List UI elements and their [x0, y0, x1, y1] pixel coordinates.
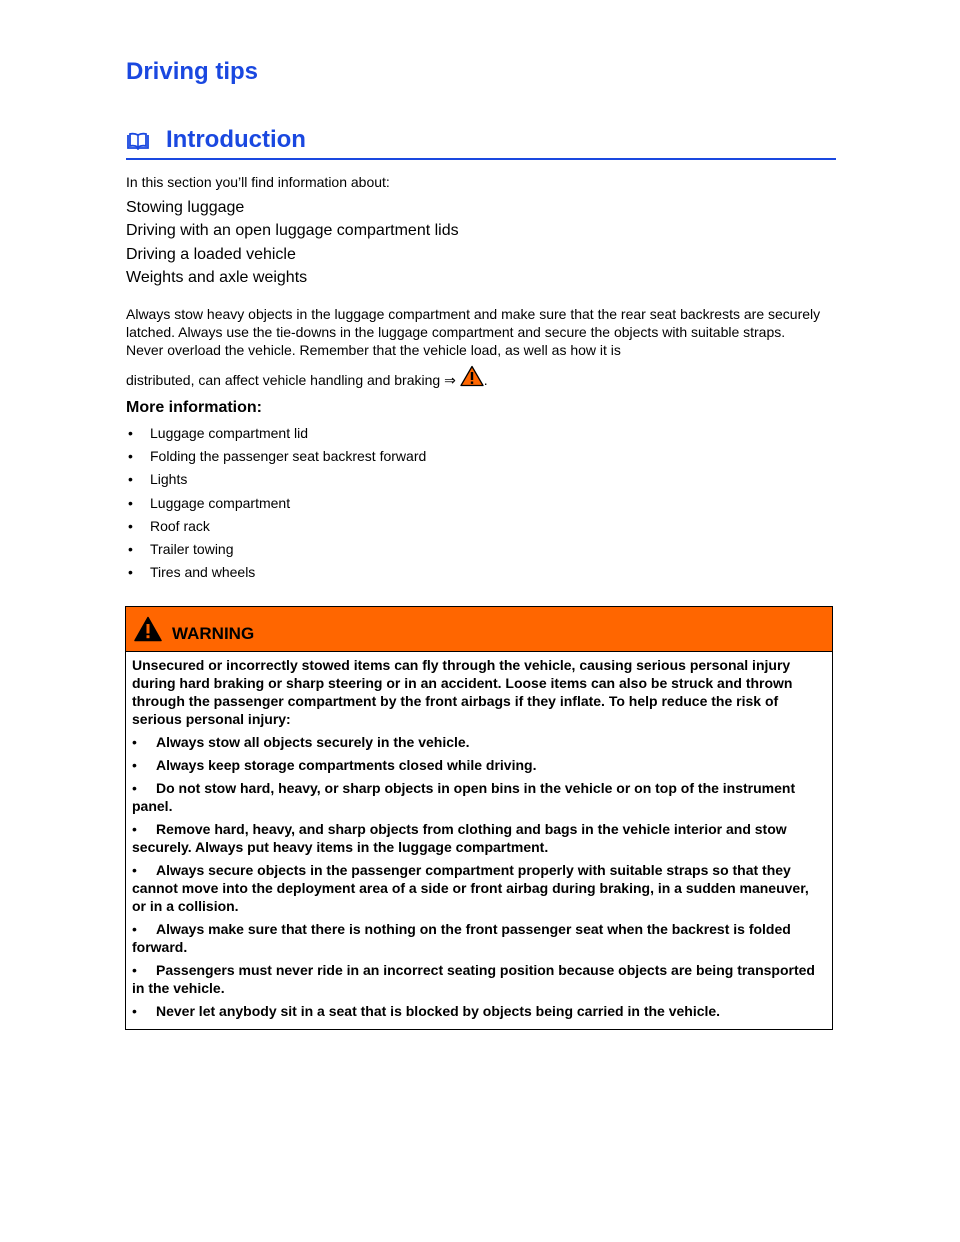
section-title: Introduction [166, 126, 306, 153]
body-last-line [126, 365, 826, 389]
more-info-link[interactable]: • Folding the passenger seat backrest forward [126, 445, 426, 468]
warning-bullet-text: Always make sure that there is nothing on the front passenger seat when the backrest is folded forward. [132, 921, 791, 955]
body-text: Always stow heavy objects in the luggage compartment and make sure that the rear seat backrests are securely latched. Always use the tie-downs in the luggage compartment and secure the objects with suitable straps. Never overload the vehicle. Remember that the vehicle load, as well as how it is [126, 306, 821, 358]
more-info-link[interactable]: • Luggage compartment [126, 492, 426, 515]
warning-bullet-text: Never let anybody sit in a seat that is blocked by objects being carried in the vehicle. [156, 1003, 721, 1019]
body-last-line-end: . [483, 372, 488, 388]
warning-bullet-list [132, 733, 824, 1020]
warning-intro: Unsecured or incorrectly stowed items can fly through the vehicle, causing serious personal injury during hard braking or sharp steering or in an accident. Loose items can also be struck and thrown through the passenger compartment by the front airbags if they inflate. To help reduce the risk of serious personal injury: [132, 657, 793, 727]
more-info-link[interactable]: • Lights [126, 468, 426, 491]
warning-header [126, 607, 832, 652]
warning-bullet-text: Do not stow hard, heavy, or sharp objects in open bins in the vehicle or on top of the instrument panel. [132, 780, 796, 814]
more-info-heading: More information: [126, 399, 262, 416]
topic-list [126, 196, 459, 289]
warning-triangle-icon [134, 616, 162, 642]
more-info-link[interactable]: • Luggage compartment lid [126, 422, 426, 445]
warning-bullet-text: Remove hard, heavy, and sharp objects from clothing and bags in the vehicle interior and stow securely. Always put heavy items in the luggage compartment. [132, 821, 787, 855]
warning-bullet: • Do not stow hard, heavy, or sharp objects in open bins in the vehicle or on top of the instrument panel. [132, 780, 796, 814]
topic-item: Driving a loaded vehicle [126, 245, 296, 263]
warning-bullet: • Never let anybody sit in a seat that is blocked by objects being carried in the vehicle. [132, 1003, 721, 1019]
body-paragraph [126, 305, 826, 389]
warning-triangle-icon[interactable] [460, 365, 484, 387]
warning-bullet: • Always make sure that there is nothing on the front passenger seat when the backrest is folded forward. [132, 921, 791, 955]
book-icon [126, 132, 150, 150]
warning-bullet: • Always keep storage compartments closed while driving. [132, 757, 537, 773]
more-info-list [126, 422, 426, 584]
warning-box [125, 606, 833, 1030]
warning-body [126, 652, 832, 1029]
warning-bullet-text: Always secure objects in the passenger compartment properly with suitable straps so that they cannot move into the deployment area of a side or front airbag during braking, in a sudden maneuver, or in a collision. [132, 862, 809, 914]
topic-item: Weights and axle weights [126, 268, 308, 286]
topic-item: Driving with an open luggage compartment lids [126, 222, 459, 240]
warning-bullet-text: Always stow all objects securely in the vehicle. [156, 734, 470, 750]
more-info-link[interactable]: • Tires and wheels [126, 561, 426, 584]
warning-bullet-text: Passengers must never ride in an incorrect seating position because objects are being transported in the vehicle. [132, 962, 815, 996]
warning-bullet: • Always stow all objects securely in the vehicle. [132, 734, 470, 750]
warning-bullet: • Remove hard, heavy, and sharp objects from clothing and bags in the vehicle interior and stow securely. Always put heavy items in the luggage compartment. [132, 821, 787, 855]
more-info-link[interactable]: • Trailer towing [126, 538, 426, 561]
warning-bullet: • Always secure objects in the passenger compartment properly with suitable straps so that they cannot move into the deployment area of a side or front airbag during braking, in a sudden maneuver, or in a collision. [132, 862, 809, 914]
warning-bullet-text: Always keep storage compartments closed while driving. [156, 757, 537, 773]
intro-lead: In this section you’ll find information about: [126, 174, 390, 190]
warning-bullet: • Passengers must never ride in an incorrect seating position because objects are being transported in the vehicle. [132, 962, 815, 996]
body-last-line-text: distributed, can affect vehicle handling and braking ⇒ [126, 372, 456, 388]
warning-title: WARNING [172, 624, 255, 643]
topic-item: Stowing luggage [126, 199, 245, 216]
page-title: Driving tips [126, 58, 259, 85]
section-header [126, 124, 836, 160]
more-info-link[interactable]: • Roof rack [126, 515, 426, 538]
